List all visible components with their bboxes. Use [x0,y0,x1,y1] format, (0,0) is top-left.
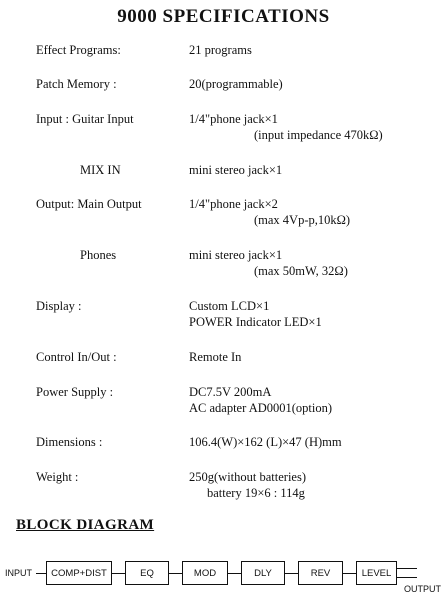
signal-wire [36,573,46,574]
block-dly: DLY [241,561,285,585]
spec-value-line: 20(programmable) [189,77,283,91]
output-wire-left [397,568,417,569]
spec-value-line: AC adapter AD0001(option) [189,401,333,415]
signal-wire [228,573,241,574]
spec-value-line: mini stereo jack×1 [189,248,283,262]
block-comp-dist: COMP+DIST [46,561,112,585]
spec-label-mix-in: MIX IN [80,163,121,177]
output-wire-right [397,577,417,578]
spec-label-weight: Weight : [36,470,79,484]
signal-wire [285,573,298,574]
block-eq: EQ [125,561,169,585]
spec-value-line: 1/4"phone jack×1 [189,112,278,126]
block-diagram-heading: BLOCK DIAGRAM [16,517,155,533]
spec-label-main-output: Output: Main Output [36,197,142,211]
block-rev: REV [298,561,343,585]
spec-value-line: 1/4"phone jack×2 [189,197,278,211]
spec-value-line: Remote In [189,350,242,364]
spec-label-power-supply: Power Supply : [36,385,114,399]
spec-value-line: 106.4(W)×162 (L)×47 (H)mm [189,435,342,449]
signal-wire [169,573,182,574]
signal-wire [112,573,125,574]
block-level: LEVEL [356,561,397,585]
spec-value-weight [189,469,306,501]
spec-value-main-output [189,196,350,228]
spec-value-line: Custom LCD×1 [189,299,270,313]
spec-value-subline: battery 19×6 : 114g [207,486,305,500]
spec-value-line: DC7.5V 200mA [189,385,272,399]
block-mod: MOD [182,561,228,585]
spec-label-guitar-input: Input : Guitar Input [36,112,134,126]
block-diagram [0,548,447,598]
spec-value-guitar-input [189,111,383,143]
spec-value-display [189,298,322,330]
spec-value-subline: (max 50mW, 32Ω) [254,264,348,278]
spec-label-phones: Phones [80,248,117,262]
spec-value-effect-programs [189,42,252,58]
input-label: INPUT [5,568,32,578]
spec-value-line: 21 programs [189,43,252,57]
spec-value-line: POWER Indicator LED×1 [189,315,322,329]
spec-value-dimensions [189,434,342,450]
spec-value-patch-memory [189,76,283,92]
spec-label-effect-programs: Effect Programs: [36,43,121,57]
page-title: 9000 SPECIFICATIONS [117,6,330,27]
spec-value-subline: (input impedance 470kΩ) [254,128,383,142]
spec-value-subline: (max 4Vp-p,10kΩ) [254,213,351,227]
signal-wire [343,573,356,574]
spec-value-power-supply [189,384,332,416]
spec-value-control-in-out [189,349,241,365]
spec-label-control-in-out: Control In/Out : [36,350,117,364]
spec-value-line: mini stereo jack×1 [189,163,283,177]
spec-label-patch-memory: Patch Memory : [36,77,117,91]
spec-value-line: 250g(without batteries) [189,470,306,484]
spec-label-dimensions: Dimensions : [36,435,103,449]
spec-value-mix-in [189,162,282,178]
spec-label-display: Display : [36,299,82,313]
spec-value-phones [189,247,348,279]
output-label: OUTPUT [404,584,441,594]
